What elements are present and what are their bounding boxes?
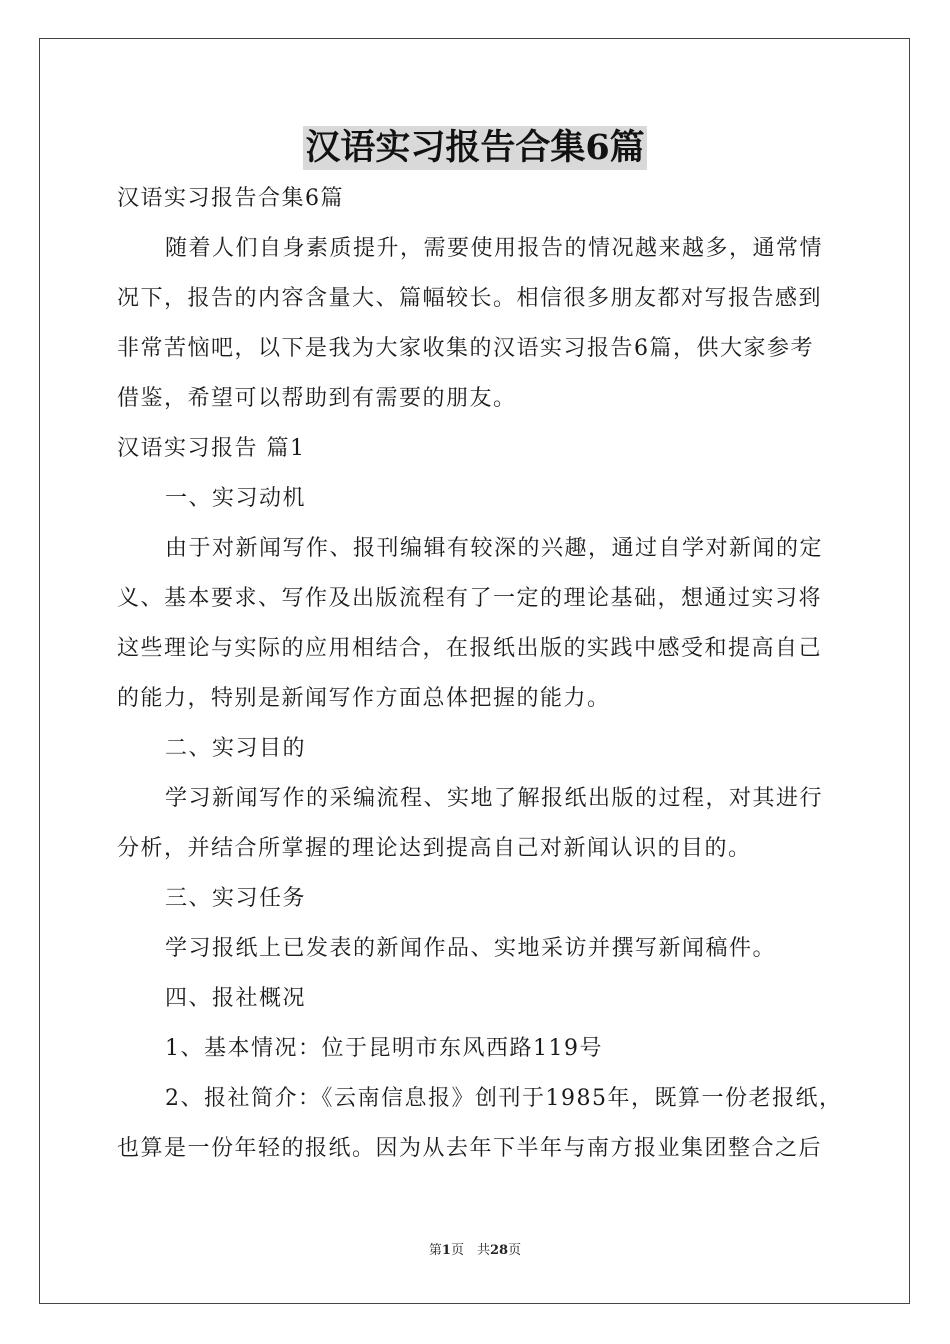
document-body (117, 174, 843, 1174)
text-line: 1、基本情况：位于昆明市东风西路119号 (165, 1036, 603, 1061)
text-line: 非常苦恼吧，以下是我为大家收集的汉语实习报告6篇，供大家参考 (117, 336, 814, 361)
footer-total-pages: 28 (489, 1243, 509, 1258)
text-line: 由于对新闻写作、报刊编辑有较深的兴趣，通过自学对新闻的定 (165, 536, 824, 561)
text-line: 四、报社概况 (165, 986, 307, 1011)
document-title: 汉语实习报告合集6篇 (305, 127, 645, 168)
title-container (0, 126, 950, 170)
footer-page-number: 1 (441, 1243, 451, 1258)
text-line: 随着人们自身素质提升，需要使用报告的情况越来越多，通常情 (165, 236, 824, 261)
text-line: 借鉴，希望可以帮助到有需要的朋友。 (117, 386, 517, 411)
text-line: 这些理论与实际的应用相结合，在报纸出版的实践中感受和提高自己 (117, 636, 823, 661)
text-line: 也算是一份年轻的报纸。因为从去年下半年与南方报业集团整合之后 (117, 1136, 823, 1161)
text-line: 学习报纸上已发表的新闻作品、实地采访并撰写新闻稿件。 (165, 936, 777, 961)
text-line: 况下，报告的内容含量大、篇幅较长。相信很多朋友都对写报告感到 (117, 286, 823, 311)
footer-mid: 页 共 (450, 1243, 490, 1258)
text-line: 汉语实习报告合集6篇 (117, 186, 344, 211)
text-line: 一、实习动机 (165, 486, 307, 511)
footer-suffix: 页 (508, 1243, 522, 1258)
text-line: 三、实习任务 (165, 886, 307, 911)
text-line: 分析，并结合所掌握的理论达到提高自己对新闻认识的目的。 (117, 836, 752, 861)
text-line: 2、报社简介：《云南信息报》创刊于1985年，既算一份老报纸， (165, 1086, 843, 1111)
text-line: 学习新闻写作的采编流程、实地了解报纸出版的过程，对其进行 (165, 786, 824, 811)
text-line: 二、实习目的 (165, 736, 307, 761)
text-line: 的能力，特别是新闻写作方面总体把握的能力。 (117, 686, 611, 711)
footer-prefix: 第 (428, 1243, 442, 1258)
text-line: 汉语实习报告 篇1 (117, 436, 306, 461)
text-line: 义、基本要求、写作及出版流程有了一定的理论基础，想通过实习将 (117, 586, 823, 611)
page-footer (0, 1242, 950, 1260)
